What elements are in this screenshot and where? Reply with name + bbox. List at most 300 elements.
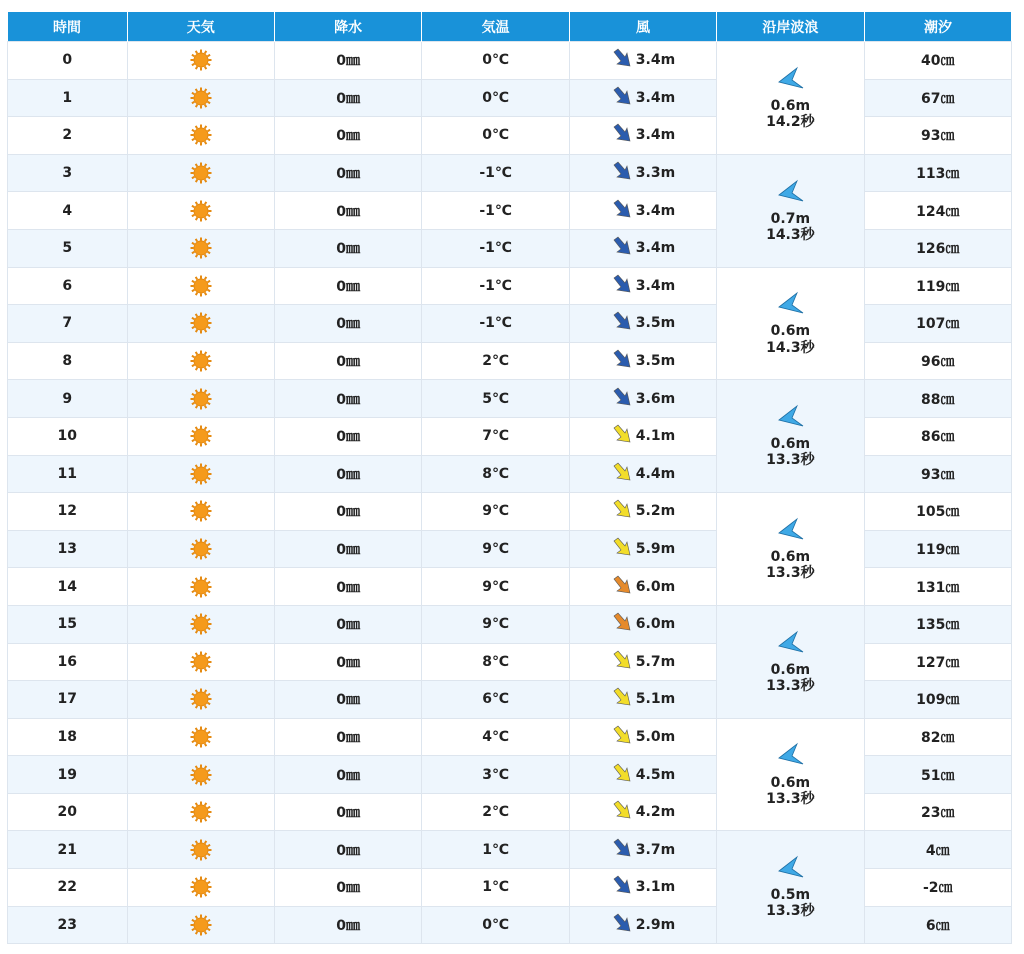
hour-value: 1	[62, 89, 73, 106]
precip-cell	[274, 643, 421, 681]
tide-value: 93㎝	[921, 466, 955, 483]
hour-value: 14	[57, 578, 78, 595]
precip-cell	[274, 681, 421, 719]
hourly-forecast-table	[7, 12, 1012, 944]
wave-height-value: 0.6m	[770, 774, 811, 791]
precip-value: 0㎜	[336, 917, 361, 934]
weather-cell	[127, 605, 274, 643]
hour-cell	[8, 568, 128, 606]
hour-cell	[8, 906, 128, 944]
sun-icon	[190, 917, 212, 933]
temp-value: 9℃	[482, 541, 509, 558]
table-body	[8, 42, 1012, 944]
weather-cell	[127, 831, 274, 869]
header-wave: 沿岸波浪	[717, 12, 864, 42]
precip-value: 0㎜	[336, 429, 361, 446]
wind-cell	[569, 229, 716, 267]
sun-icon	[190, 579, 212, 595]
wind-direction-arrow-icon	[611, 85, 633, 111]
precip-cell	[274, 831, 421, 869]
wind-speed-value: 3.7m	[635, 841, 676, 858]
precip-cell	[274, 42, 421, 80]
tide-value: 109㎝	[916, 692, 960, 709]
weather-cell	[127, 192, 274, 230]
wind-speed-value: 3.4m	[635, 277, 676, 294]
hour-value: 6	[62, 277, 73, 294]
weather-cell	[127, 643, 274, 681]
temp-cell	[422, 568, 569, 606]
wind-cell	[569, 906, 716, 944]
sun-icon	[190, 804, 212, 820]
hour-cell	[8, 831, 128, 869]
temp-value: 2℃	[482, 804, 509, 821]
forecast-table-container	[7, 12, 1011, 944]
tide-value: 82㎝	[921, 729, 955, 746]
wind-speed-value: 2.9m	[635, 916, 676, 933]
temp-value: 8℃	[482, 653, 509, 670]
wind-cell	[569, 643, 716, 681]
wind-direction-arrow-icon	[611, 649, 633, 675]
precip-value: 0㎜	[336, 654, 361, 671]
hour-cell	[8, 869, 128, 907]
wind-direction-arrow-icon	[611, 235, 633, 261]
precip-cell	[274, 869, 421, 907]
hour-value: 19	[57, 766, 78, 783]
hour-value: 11	[57, 465, 78, 482]
precip-cell	[274, 380, 421, 418]
precip-cell	[274, 267, 421, 305]
tide-value: 135㎝	[916, 617, 960, 634]
temp-cell	[422, 643, 569, 681]
temp-value: 1℃	[482, 841, 509, 858]
wave-cell	[717, 493, 864, 606]
tide-cell	[864, 906, 1011, 944]
wind-cell	[569, 154, 716, 192]
hour-cell	[8, 455, 128, 493]
wind-speed-value: 6.0m	[635, 616, 676, 633]
wind-direction-arrow-icon	[611, 198, 633, 224]
wind-direction-arrow-icon	[611, 348, 633, 374]
hour-cell	[8, 342, 128, 380]
temp-cell	[422, 417, 569, 455]
hour-cell	[8, 42, 128, 80]
sun-icon	[190, 127, 212, 143]
temp-cell	[422, 718, 569, 756]
temp-value: -1℃	[479, 277, 512, 294]
wave-height-value: 0.6m	[770, 548, 811, 565]
precip-cell	[274, 417, 421, 455]
wind-speed-value: 4.1m	[635, 428, 676, 445]
sun-icon	[190, 278, 212, 294]
wind-direction-arrow-icon	[611, 461, 633, 487]
wind-cell	[569, 869, 716, 907]
wave-period-value: 14.3秒	[766, 226, 815, 243]
temp-value: 2℃	[482, 353, 509, 370]
weather-cell	[127, 493, 274, 531]
sun-icon	[190, 90, 212, 106]
precip-value: 0㎜	[336, 53, 361, 70]
wind-cell	[569, 493, 716, 531]
weather-cell	[127, 417, 274, 455]
hour-cell	[8, 718, 128, 756]
wind-direction-arrow-icon	[611, 498, 633, 524]
precip-cell	[274, 192, 421, 230]
wind-speed-value: 5.9m	[635, 541, 676, 558]
table-row	[8, 380, 1012, 418]
hour-value: 16	[57, 653, 78, 670]
tide-value: 126㎝	[916, 241, 960, 258]
table-row	[8, 42, 1012, 80]
hour-cell	[8, 605, 128, 643]
precip-value: 0㎜	[336, 466, 361, 483]
hour-cell	[8, 643, 128, 681]
tide-cell	[864, 568, 1011, 606]
temp-cell	[422, 192, 569, 230]
wind-direction-arrow-icon	[611, 762, 633, 788]
wind-speed-value: 5.2m	[635, 503, 676, 520]
tide-cell	[864, 79, 1011, 117]
hour-cell	[8, 493, 128, 531]
wind-speed-value: 6.0m	[635, 578, 676, 595]
wind-cell	[569, 605, 716, 643]
temp-cell	[422, 793, 569, 831]
temp-cell	[422, 117, 569, 155]
tide-value: 105㎝	[916, 504, 960, 521]
temp-value: -1℃	[479, 165, 512, 182]
weather-cell	[127, 154, 274, 192]
tide-cell	[864, 605, 1011, 643]
wind-direction-arrow-icon	[611, 122, 633, 148]
wave-period-value: 13.3秒	[766, 903, 815, 920]
precip-cell	[274, 568, 421, 606]
hour-value: 7	[62, 315, 73, 332]
wave-direction-arrow-icon	[775, 630, 805, 662]
wave-period-value: 14.2秒	[766, 113, 815, 130]
hour-cell	[8, 305, 128, 343]
hour-value: 2	[62, 127, 73, 144]
temp-value: -1℃	[479, 202, 512, 219]
sun-icon	[190, 165, 212, 181]
temp-value: 0℃	[482, 89, 509, 106]
weather-cell	[127, 568, 274, 606]
precip-value: 0㎜	[336, 805, 361, 822]
temp-value: -1℃	[479, 240, 512, 257]
tide-value: 67㎝	[921, 90, 955, 107]
wind-cell	[569, 117, 716, 155]
tide-cell	[864, 380, 1011, 418]
sun-icon	[190, 315, 212, 331]
tide-cell	[864, 831, 1011, 869]
wave-direction-arrow-icon	[775, 517, 805, 549]
precip-value: 0㎜	[336, 278, 361, 295]
hour-value: 17	[57, 691, 78, 708]
hour-cell	[8, 417, 128, 455]
hour-cell	[8, 681, 128, 719]
wave-cell	[717, 380, 864, 493]
hour-cell	[8, 154, 128, 192]
wind-cell	[569, 305, 716, 343]
wind-speed-value: 3.5m	[635, 353, 676, 370]
tide-value: 93㎝	[921, 128, 955, 145]
precip-value: 0㎜	[336, 767, 361, 784]
wind-speed-value: 5.7m	[635, 653, 676, 670]
wind-speed-value: 3.4m	[635, 89, 676, 106]
hour-value: 8	[62, 353, 73, 370]
hour-value: 4	[62, 202, 73, 219]
header-tide: 潮汐	[864, 12, 1011, 42]
sun-icon	[190, 691, 212, 707]
wind-speed-value: 3.6m	[635, 390, 676, 407]
precip-cell	[274, 793, 421, 831]
wind-speed-value: 5.1m	[635, 691, 676, 708]
wave-period-value: 13.3秒	[766, 565, 815, 582]
precip-cell	[274, 154, 421, 192]
tide-cell	[864, 493, 1011, 531]
precip-value: 0㎜	[336, 692, 361, 709]
tide-value: 107㎝	[916, 316, 960, 333]
hour-cell	[8, 793, 128, 831]
temp-cell	[422, 455, 569, 493]
wind-direction-arrow-icon	[611, 47, 633, 73]
tide-value: 127㎝	[916, 654, 960, 671]
tide-value: 96㎝	[921, 354, 955, 371]
tide-cell	[864, 718, 1011, 756]
wind-speed-value: 3.4m	[635, 202, 676, 219]
precip-value: 0㎜	[336, 241, 361, 258]
hour-value: 9	[62, 390, 73, 407]
tide-cell	[864, 869, 1011, 907]
hour-value: 12	[57, 503, 78, 520]
wave-cell	[717, 42, 864, 155]
temp-cell	[422, 530, 569, 568]
sun-icon	[190, 879, 212, 895]
precip-cell	[274, 229, 421, 267]
table-header	[8, 12, 1012, 42]
wind-cell	[569, 380, 716, 418]
hour-value: 10	[57, 428, 78, 445]
temp-value: 9℃	[482, 503, 509, 520]
wave-direction-arrow-icon	[775, 855, 805, 887]
sun-icon	[190, 729, 212, 745]
sun-icon	[190, 52, 212, 68]
sun-icon	[190, 203, 212, 219]
precip-value: 0㎜	[336, 504, 361, 521]
wave-period-value: 13.3秒	[766, 452, 815, 469]
wind-speed-value: 4.5m	[635, 766, 676, 783]
wind-speed-value: 3.4m	[635, 240, 676, 257]
temp-cell	[422, 305, 569, 343]
tide-cell	[864, 117, 1011, 155]
table-row	[8, 718, 1012, 756]
tide-value: 124㎝	[916, 203, 960, 220]
hour-value: 20	[57, 804, 78, 821]
tide-value: -2㎝	[922, 880, 953, 897]
wind-direction-arrow-icon	[611, 574, 633, 600]
weather-cell	[127, 267, 274, 305]
temp-value: 1℃	[482, 879, 509, 896]
tide-cell	[864, 681, 1011, 719]
precip-cell	[274, 493, 421, 531]
wind-direction-arrow-icon	[611, 799, 633, 825]
precip-cell	[274, 342, 421, 380]
sun-icon	[190, 503, 212, 519]
wind-speed-value: 3.5m	[635, 315, 676, 332]
hour-value: 22	[57, 879, 78, 896]
weather-cell	[127, 869, 274, 907]
wind-direction-arrow-icon	[611, 273, 633, 299]
wave-period-value: 13.3秒	[766, 677, 815, 694]
hour-cell	[8, 229, 128, 267]
wind-direction-arrow-icon	[611, 611, 633, 637]
precip-value: 0㎜	[336, 842, 361, 859]
wave-period-value: 14.3秒	[766, 339, 815, 356]
sun-icon	[190, 616, 212, 632]
hour-cell	[8, 117, 128, 155]
tide-value: 113㎝	[916, 166, 960, 183]
tide-value: 131㎝	[916, 579, 960, 596]
tide-cell	[864, 267, 1011, 305]
wind-cell	[569, 831, 716, 869]
precip-cell	[274, 117, 421, 155]
hour-value: 15	[57, 616, 78, 633]
temp-cell	[422, 380, 569, 418]
wave-height-value: 0.6m	[770, 661, 811, 678]
table-row	[8, 831, 1012, 869]
wave-height-value: 0.6m	[770, 436, 811, 453]
tide-value: 119㎝	[916, 542, 960, 559]
tide-value: 4㎝	[925, 842, 950, 859]
tide-value: 119㎝	[916, 278, 960, 295]
header-temp: 気温	[422, 12, 569, 42]
wind-cell	[569, 681, 716, 719]
temp-cell	[422, 154, 569, 192]
wind-direction-arrow-icon	[611, 386, 633, 412]
weather-cell	[127, 455, 274, 493]
sun-icon	[190, 391, 212, 407]
precip-cell	[274, 756, 421, 794]
table-row	[8, 267, 1012, 305]
sun-icon	[190, 842, 212, 858]
hour-cell	[8, 267, 128, 305]
tide-value: 88㎝	[921, 391, 955, 408]
wind-speed-value: 3.3m	[635, 165, 676, 182]
precip-value: 0㎜	[336, 729, 361, 746]
temp-cell	[422, 42, 569, 80]
wind-direction-arrow-icon	[611, 912, 633, 938]
wind-speed-value: 4.2m	[635, 804, 676, 821]
precip-value: 0㎜	[336, 203, 361, 220]
wind-speed-value: 3.4m	[635, 52, 676, 69]
wave-height-value: 0.7m	[770, 210, 811, 227]
hour-cell	[8, 380, 128, 418]
wind-cell	[569, 267, 716, 305]
weather-cell	[127, 79, 274, 117]
table-row	[8, 493, 1012, 531]
wave-direction-arrow-icon	[775, 404, 805, 436]
precip-cell	[274, 455, 421, 493]
temp-value: 9℃	[482, 578, 509, 595]
hour-value: 23	[57, 916, 78, 933]
wave-cell	[717, 718, 864, 831]
wave-height-value: 0.6m	[770, 97, 811, 114]
wind-speed-value: 5.0m	[635, 728, 676, 745]
tide-value: 51㎝	[921, 767, 955, 784]
wind-cell	[569, 756, 716, 794]
temp-value: 0℃	[482, 52, 509, 69]
tide-cell	[864, 793, 1011, 831]
temp-cell	[422, 869, 569, 907]
tide-value: 6㎝	[925, 917, 950, 934]
temp-value: 5℃	[482, 390, 509, 407]
tide-cell	[864, 530, 1011, 568]
wind-cell	[569, 79, 716, 117]
precip-value: 0㎜	[336, 579, 361, 596]
temp-value: -1℃	[479, 315, 512, 332]
wind-direction-arrow-icon	[611, 686, 633, 712]
precip-cell	[274, 718, 421, 756]
header-precip: 降水	[274, 12, 421, 42]
precip-cell	[274, 605, 421, 643]
hour-value: 18	[57, 728, 78, 745]
precip-value: 0㎜	[336, 880, 361, 897]
wind-direction-arrow-icon	[611, 724, 633, 750]
wave-height-value: 0.5m	[770, 887, 811, 904]
wind-direction-arrow-icon	[611, 423, 633, 449]
table-row	[8, 154, 1012, 192]
temp-cell	[422, 906, 569, 944]
table-row	[8, 605, 1012, 643]
wind-cell	[569, 417, 716, 455]
weather-cell	[127, 681, 274, 719]
wave-cell	[717, 267, 864, 380]
wave-period-value: 13.3秒	[766, 790, 815, 807]
tide-cell	[864, 643, 1011, 681]
weather-cell	[127, 42, 274, 80]
precip-value: 0㎜	[336, 542, 361, 559]
weather-cell	[127, 342, 274, 380]
weather-cell	[127, 305, 274, 343]
wind-cell	[569, 793, 716, 831]
tide-cell	[864, 154, 1011, 192]
precip-value: 0㎜	[336, 391, 361, 408]
hour-value: 0	[62, 52, 73, 69]
wind-cell	[569, 455, 716, 493]
hour-cell	[8, 530, 128, 568]
precip-value: 0㎜	[336, 90, 361, 107]
wave-height-value: 0.6m	[770, 323, 811, 340]
temp-cell	[422, 756, 569, 794]
tide-cell	[864, 192, 1011, 230]
temp-value: 7℃	[482, 428, 509, 445]
hour-cell	[8, 192, 128, 230]
weather-cell	[127, 530, 274, 568]
temp-value: 0℃	[482, 127, 509, 144]
weather-cell	[127, 117, 274, 155]
wave-cell	[717, 154, 864, 267]
wave-direction-arrow-icon	[775, 742, 805, 774]
wave-cell	[717, 831, 864, 944]
wind-direction-arrow-icon	[611, 536, 633, 562]
wave-cell	[717, 605, 864, 718]
precip-value: 0㎜	[336, 354, 361, 371]
wind-cell	[569, 342, 716, 380]
wave-direction-arrow-icon	[775, 66, 805, 98]
wave-direction-arrow-icon	[775, 291, 805, 323]
weather-cell	[127, 793, 274, 831]
temp-value: 3℃	[482, 766, 509, 783]
temp-value: 8℃	[482, 465, 509, 482]
precip-value: 0㎜	[336, 617, 361, 634]
